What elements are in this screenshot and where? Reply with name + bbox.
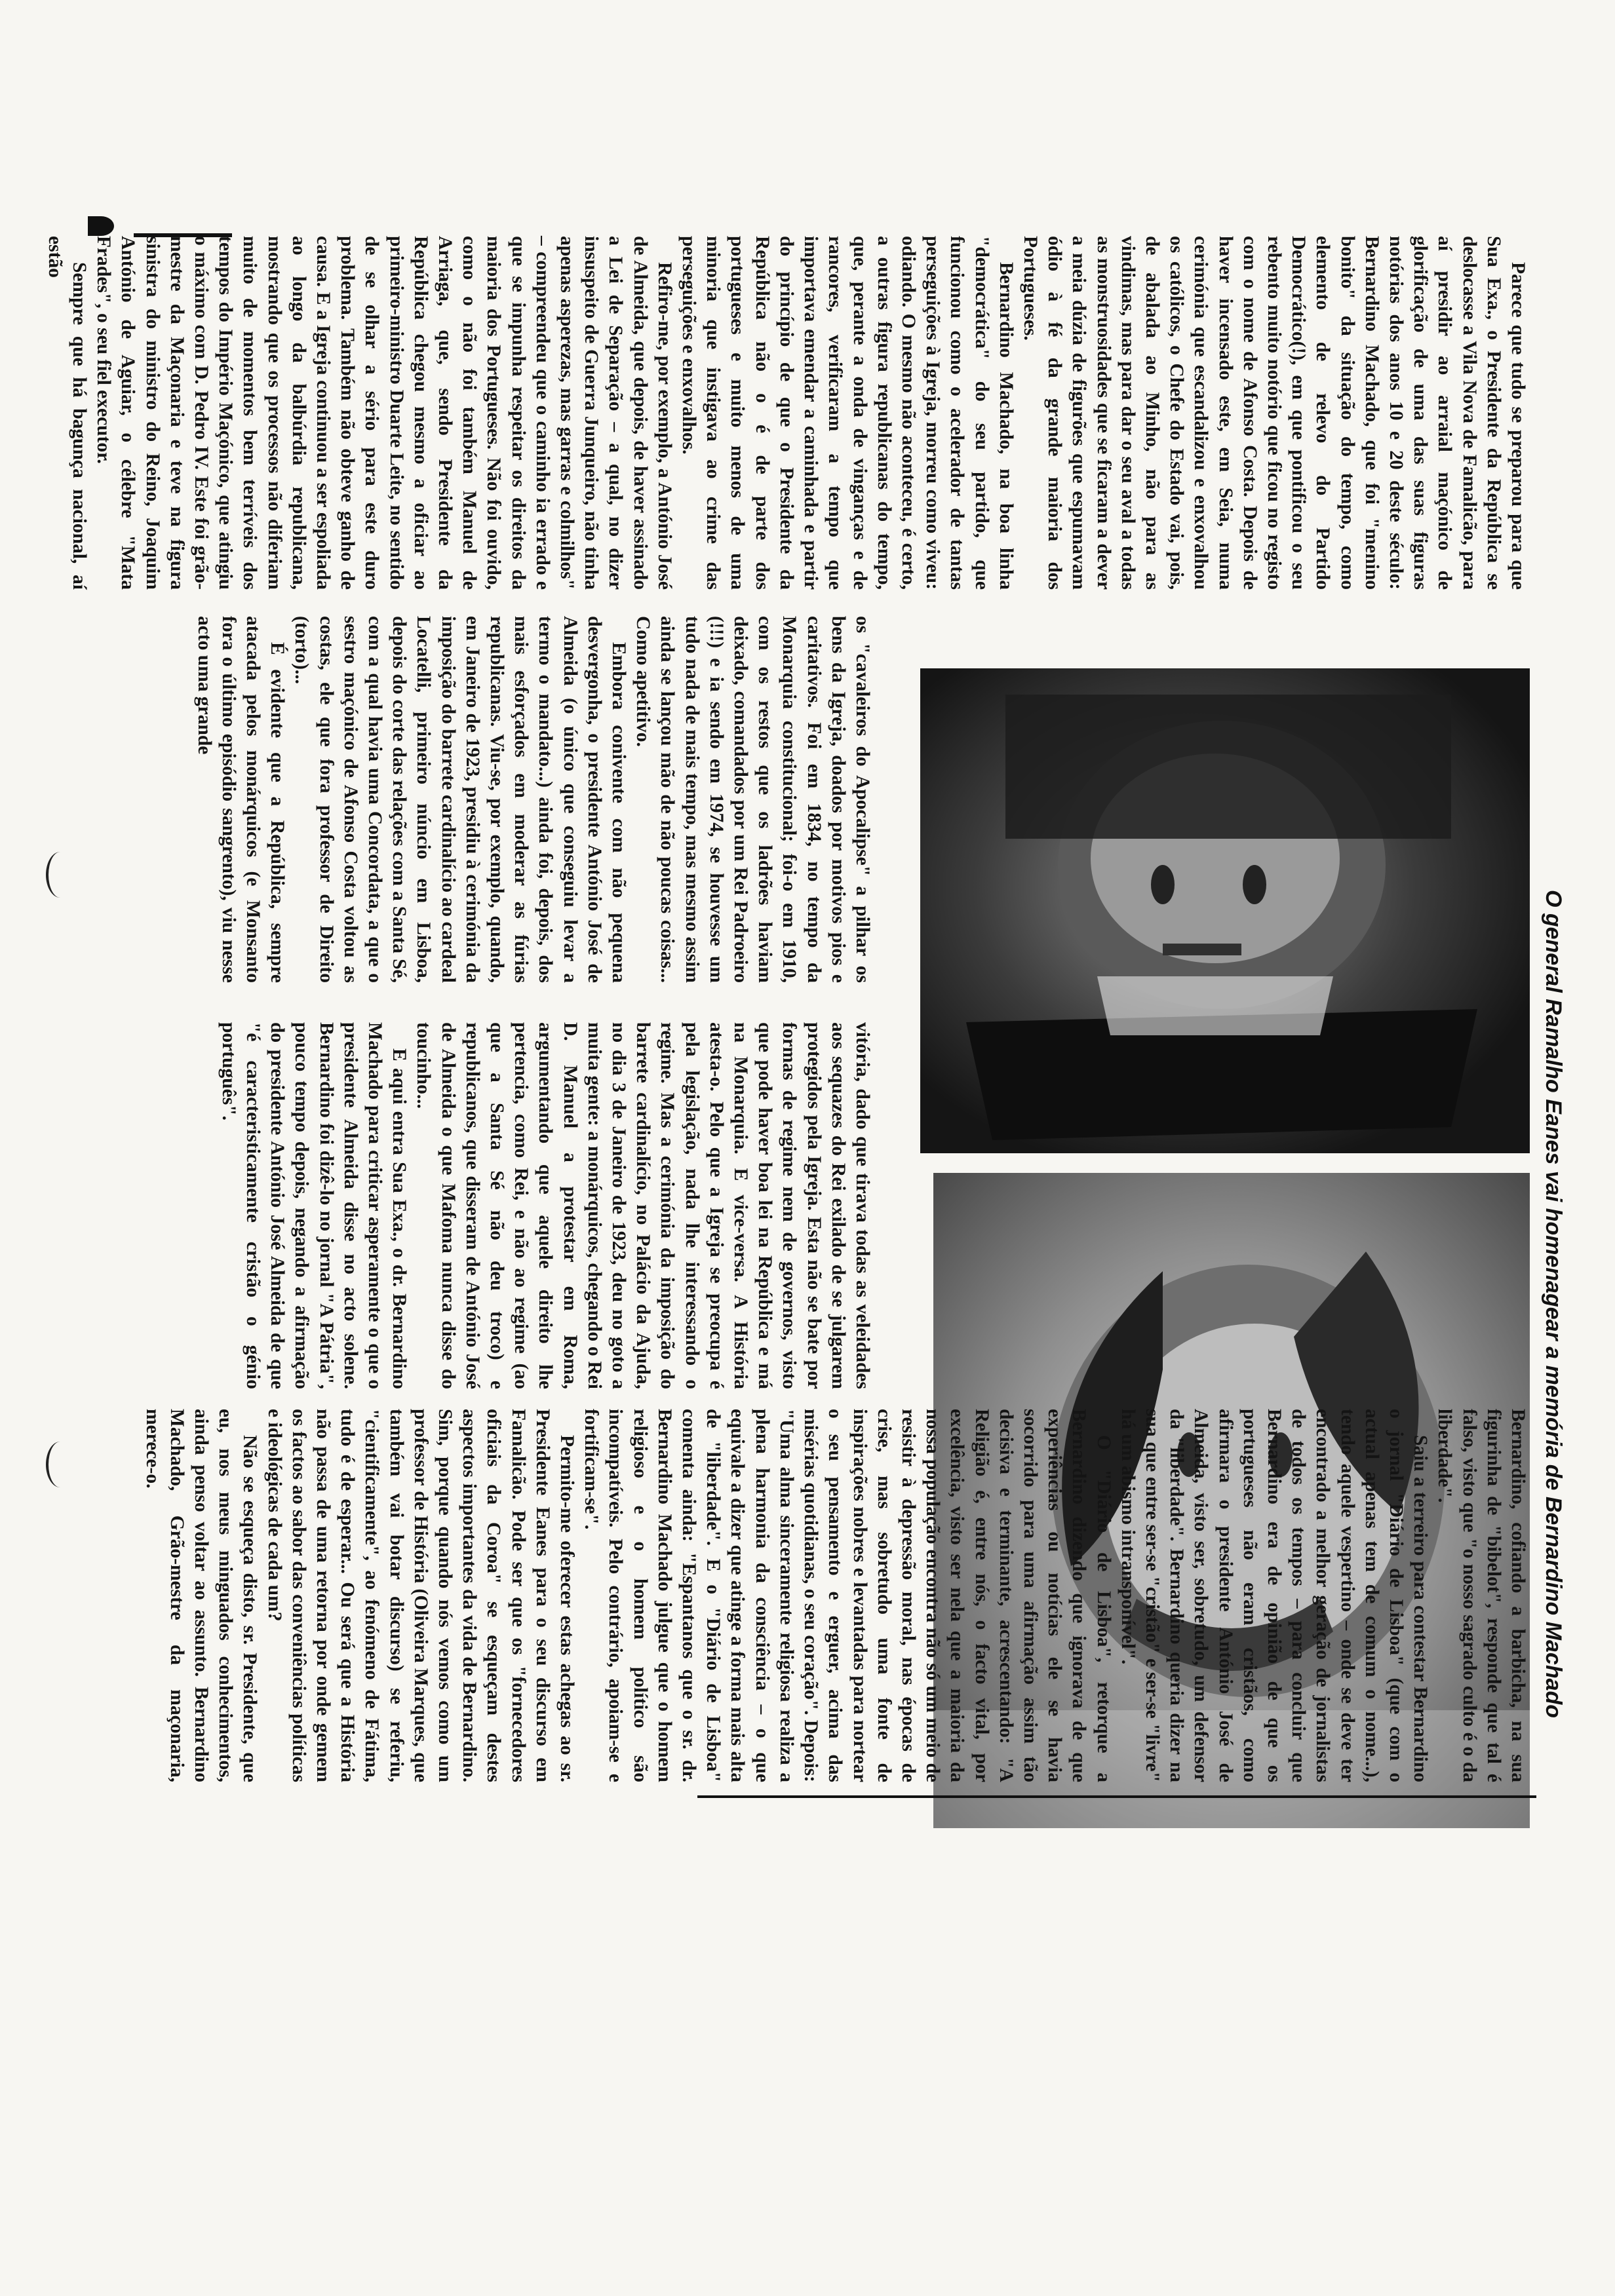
paragraph: E aqui entra Sua Exa., o dr. Bernardino Machado para criticar asperamente o que o presidente Almeida disse no acto solene. Bernardino foi dizê-lo no jornal "A Pátria", pouco tempo depois, negando a afirmação do presidente António José Almeida de que "é caracteristicamente cristão o génio português".: [218, 1022, 410, 1389]
paragraph: Bernardino Machado, na boa linha "democrática" do seu partido, que funcionou como o acelerador de tantas perseguições à Igreja, morreu como viveu: odiando. O mesmo não aconteceu, é certo, a outras figura republicanas do tempo, que, perante a onda de vinganças e de rancores, verificaram a tempo que importava emendar a caminhada e partir do princípio de que o Presidente da República não o é de parte dos portugueses e muito menos de uma minoria que instigava ao crime das perseguições e enxovalhos.: [678, 236, 1017, 590]
article-column-2: [94, 616, 874, 983]
paragraph: os "cavaleiros do Apocalipse" a pilhar os bens da Igreja, doados por motivos pios e caritativos. Foi em 1834, no tempo da Monarquia constitucional; foi-o em 1910, com os restos que os ladrões haviam deixado, comandados por um Rei Padroeiro (!!!) e ia sendo em 1974, se houvesse um tudo nada de mais tempo, mas mesmo assim ainda se lançou mão de não poucas coisas... Como apetitivo.: [632, 616, 873, 983]
photo-ramalho-eanes: [920, 668, 1530, 1153]
paragraph: Sempre que há bagunça nacional, aí estão: [44, 236, 90, 590]
paragraph: Permito-me oferecer estas achegas ao sr. Presidente Eanes para o seu discurso em Famalicão. Pode ser que os "fornecedores oficiais da Coroa" se esqueçam destes aspectos importantes da vida de Bernardino. Sim, porque quando nós vemos como um professor de História (Oliveira Marques, que também vai botar discurso) se referiu, "cientificamente", ao fenómeno de Fátima, tudo é de esperar... Ou será que a História não passa de uma retorna por onde gemem os factos ao sabor das conveniências políticas e ideológicas de cada um?: [263, 1409, 578, 1782]
column-start-mark: [88, 216, 114, 236]
photo-caption: O general Ramalho Eanes vai homenagear a memória de Bernardino Machado: [1541, 889, 1566, 1719]
binder-hole-mark: [46, 1442, 75, 1487]
paragraph: O "Diário de Lisboa", retorque a Bernardino dizendo que ignorava de que experiências ou notícias ele se havia socorrido para uma afirmação assim tão decisiva e terminante, acrescentando: "A Religião é, entre nós, o facto vital, por excelência, visto ser nela que a maioria da nossa população encontra não só um meio de resistir à depressão moral, nas épocas de crise, mas sobretudo uma fonte de inspirações nobres e levantadas para nortear o seu pensamento e erguer, acima das misérias quotidianas, o seu coração". Depois: "Uma alma sinceramente religiosa realiza a plena harmonia da consciência – o que equivale a dizer que atinge a forma mais alta de "liberdade". E o "Diário de Lisboa" comenta ainda: "Espantanos que o sr. dr. Bernardino Machado julgue que o homem religioso e o homem político são incompatíveis. Pelo contrário, apoiam-se e fortificam-se".: [581, 1409, 1114, 1782]
paragraph: Parece que tudo se preparou para que Sua Exa., o Presidente da República se deslocasse a Vila Nova de Famalicão, para aí presidir ao arraial maçónico de glorificação de uma das suas figuras notórias dos anos 10 e 20 deste século: Bernardino Machado, que foi "menino bonito" da situação do tempo, como elemento de relevo do Partido Democrático(!), em que pontificou o seu rebento muito notório que ficou no registo com o nome de Afonso Costa. Depois de haver incensado este, em Seia, numa cerimónia que escandalizou e enxovalhou os católicos, o Chefe do Estado vai, pois, de abalada ao Minho, não para as vindimas, mas para dar o seu aval a todas as monstruosidades que se ficaram a dever a meia dúzia de figurões que espumavam ódio à fé da grande maioria dos Portugueses.: [1019, 236, 1528, 590]
article-column-4: [142, 1409, 1530, 1782]
paragraph: Embora conivente com não pequena desvergonha, o presidente António José de Almeida (o único que conseguiu levar a termo o mandato...) ainda foi, depois, dos mais esforçados em moderar as fúrias republicanas. Viu-se, por exemplo, quando, em Janeiro de 1923, presidiu à cerimónia da imposição do barrete cardinalício ao cardeal Locatelli, primeiro núncio em Lisboa, depois do corte das relações com a Santa Sé, com a qual havia uma Concordata, a que o sestro maçónico de Afonso Costa voltou as costas, ele que fora professor de Direito (torto)...: [291, 616, 629, 983]
paragraph: É evidente que a República, sempre atacada pelos monárquicos (e Monsanto fora o último episódio sangrento), viu nesse acto uma grande: [193, 616, 288, 983]
binder-hole-mark: [46, 852, 75, 898]
photo-image: [920, 668, 1530, 1153]
paragraph: Bernardino, cofiando a barbicha, na sua figurinha de "bibelot", responde que tal é falso, visto que "o nosso sagrado culto é o da liberdade".: [1434, 1409, 1528, 1782]
article-column-3: [94, 1022, 874, 1389]
paragraph: Saiu a terreiro para contestar Bernardino o jornal "Diário de Lisboa" (que com o actual apenas tem de comum o nome...), tendo aquele vespertino – onde se deve ter encontrado a melhor geração de jornalistas de todos os tempos – para concluir que Bernardino era de opinião de que os portugueses não eram cristãos, como afirmara o presidente António José de Almeida, visto ser, sobretudo, um defensor da "liberdade". Bernardino queria dizer na sua que entre ser-se "cristão" e ser-se "livre" há um abismo intransponível".: [1117, 1409, 1431, 1782]
paragraph: vitória, dado que tirava todas as veleidades aos sequazes do Rei exilado de se julgarem protegidos pela Igreja. Esta não se bate por formas de regime nem de governos, visto que pode haver boa lei na República e má na Monarquia. E vice-versa. A História atesta-o. Pelo que a Igreja se preocupa é pela legislação, nada lhe interessando o regime. Mas a cerimónia da imposição do barrete cardinalício, no Palácio da Ajuda, no dia 3 de Janeiro de 1923, deu no goto a muita gente: a monárquicos, chegando o Rei D. Manuel a protestar em Roma, argumentando que aquele direito lhe pertencia, como Rei, e não ao regime (ao que a Santa Sé não deu troco) e republicanos, que disseram de António José de Almeida o que Mafoma nunca disse do toucinho...: [413, 1022, 873, 1389]
paragraph: Refiro-me, por exemplo, a António José de Almeida, que depois, de haver assinado a Lei de Separação – a qual, no dizer insuspeito de Guerra Junqueiro, não tinha apenas asperezas, mas garras e colmilhos" – compreendeu que o caminho ia errado e que se impunha respeitar os direitos da maioria dos Portugueses. Não foi ouvido, como o não foi também Manuel de Arriaga, que, sendo Presidente da República chegou mesmo a oficiar ao primeiro-ministro Duarte Leite, no sentido de se olhar a sério para este duro problema. Também não obteve ganho de causa. E a Igreja continuou a ser espoliada ao longo da balbúrdia republicana, mostrando que os processos não diferiam muito de momentos bem terríveis dos tempos do Império Maçónico, que atingiu o máximo com D. Pedro IV. Este foi grão-mestre da Maçonaria e teve na figura sinistra do ministro do Reino, Joaquim António de Aguiar, o célebre "Mata Frades", o seu fiel executor.: [93, 236, 675, 590]
paragraph: Não se esqueça disto, sr. Presidente, que eu, nos meus minguados conhecimentos, ainda penso voltar ao assunto. Bernardino Machado, Grão-mestre da maçonaria, merece-o.: [142, 1409, 261, 1782]
article-column-1: [44, 236, 1530, 590]
page-edge-rule: [697, 1795, 1536, 1798]
